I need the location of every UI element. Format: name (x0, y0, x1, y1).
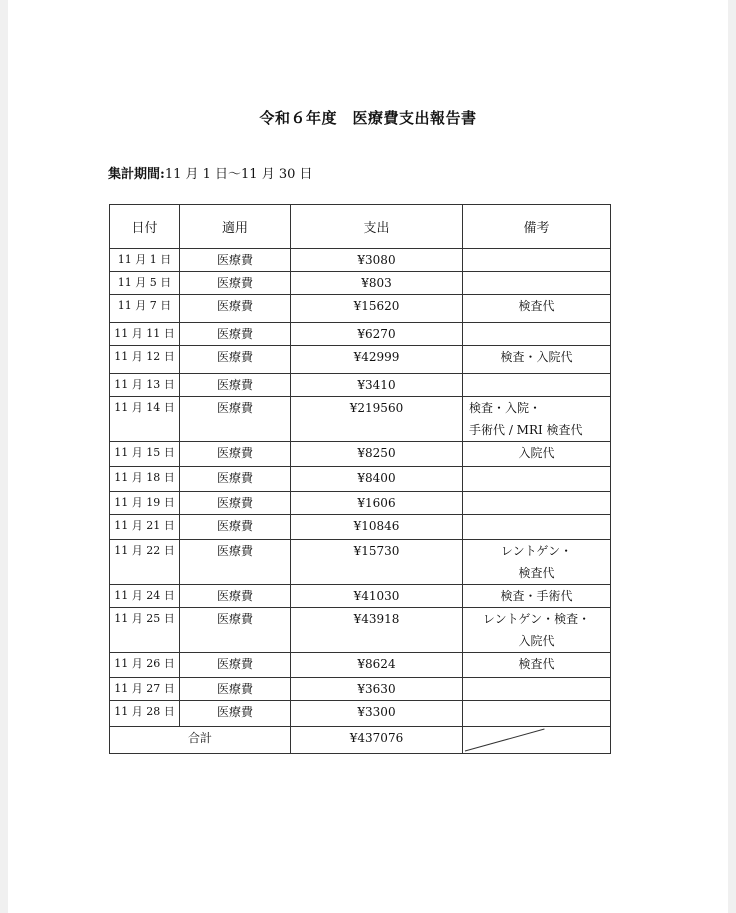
table-row (110, 272, 611, 295)
period-value: 11 月 1 日〜11 月 30 日 (164, 167, 313, 182)
cell-date: 11 月 14 日 (110, 397, 180, 442)
cell-note-line1: 検査・入院・ (469, 401, 542, 415)
cell-use: 医療費 (180, 346, 291, 374)
cell-use: 医療費 (180, 397, 291, 442)
table-row (110, 374, 611, 397)
table-header-row (110, 205, 611, 249)
cell-amount: ¥1606 (291, 492, 463, 515)
cell-note: 検査代 (463, 295, 611, 323)
cell-use: 医療費 (180, 515, 291, 540)
cell-date: 11 月 24 日 (110, 585, 180, 608)
table-row (110, 653, 611, 678)
cell-date: 11 月 5 日 (110, 272, 180, 295)
cell-note (463, 467, 611, 492)
cell-use: 医療費 (180, 540, 291, 585)
cell-note: 検査・手術代 (463, 585, 611, 608)
cell-note (463, 249, 611, 272)
cell-note (463, 374, 611, 397)
cell-amount: ¥15620 (291, 295, 463, 323)
cell-note (463, 608, 611, 653)
table-row (110, 442, 611, 467)
cell-date: 11 月 13 日 (110, 374, 180, 397)
cell-note-line2: 手術代 / MRI 検査代 (469, 423, 583, 437)
cell-date: 11 月 19 日 (110, 492, 180, 515)
cell-use: 医療費 (180, 295, 291, 323)
cell-note (463, 701, 611, 727)
table-row (110, 346, 611, 374)
header-date: 日付 (110, 205, 180, 249)
table-row (110, 678, 611, 701)
cell-date: 11 月 27 日 (110, 678, 180, 701)
table-row (110, 397, 611, 442)
cell-amount: ¥43918 (291, 608, 463, 653)
cell-note (463, 515, 611, 540)
expense-table (109, 204, 611, 754)
header-note: 備考 (463, 205, 611, 249)
period-label: 集計期間: (108, 167, 165, 182)
header-amount: 支出 (291, 205, 463, 249)
page-title: 令和６年度 医療費支出報告書 (259, 109, 477, 127)
table-row (110, 540, 611, 585)
total-row (110, 727, 611, 754)
cell-date: 11 月 15 日 (110, 442, 180, 467)
cell-amount: ¥8624 (291, 653, 463, 678)
page-edge-right (728, 0, 736, 913)
cell-date: 11 月 11 日 (110, 323, 180, 346)
cell-use: 医療費 (180, 701, 291, 727)
cell-note-line2: 入院代 (518, 634, 555, 648)
cell-amount: ¥6270 (291, 323, 463, 346)
cell-use: 医療費 (180, 492, 291, 515)
table-row (110, 608, 611, 653)
cell-use: 医療費 (180, 442, 291, 467)
cell-use: 医療費 (180, 653, 291, 678)
cell-use: 医療費 (180, 608, 291, 653)
table-row (110, 701, 611, 727)
cell-note: 検査代 (463, 653, 611, 678)
cell-date: 11 月 22 日 (110, 540, 180, 585)
cell-use: 医療費 (180, 585, 291, 608)
cell-note: 入院代 (463, 442, 611, 467)
cell-date: 11 月 21 日 (110, 515, 180, 540)
table-row (110, 492, 611, 515)
table-body (110, 249, 611, 727)
cell-amount: ¥3630 (291, 678, 463, 701)
total-note-diagonal (463, 727, 611, 754)
cell-note-line2: 検査代 (518, 566, 555, 580)
table-row (110, 323, 611, 346)
cell-note (463, 397, 611, 442)
table-row (110, 249, 611, 272)
table-row (110, 585, 611, 608)
page-edge-left (0, 0, 8, 913)
cell-note-line1: レントゲン・ (500, 544, 573, 558)
cell-amount: ¥10846 (291, 515, 463, 540)
cell-date: 11 月 28 日 (110, 701, 180, 727)
diagonal-line (463, 727, 610, 753)
cell-amount: ¥3300 (291, 701, 463, 727)
cell-amount: ¥803 (291, 272, 463, 295)
cell-use: 医療費 (180, 678, 291, 701)
table-row (110, 515, 611, 540)
table-row (110, 295, 611, 323)
cell-date: 11 月 26 日 (110, 653, 180, 678)
period-line (108, 163, 313, 182)
cell-use: 医療費 (180, 467, 291, 492)
cell-note (463, 323, 611, 346)
cell-amount: ¥219560 (291, 397, 463, 442)
total-amount: ¥437076 (291, 727, 463, 754)
cell-note (463, 540, 611, 585)
cell-amount: ¥41030 (291, 585, 463, 608)
cell-note (463, 678, 611, 701)
cell-note (463, 272, 611, 295)
cell-note: 検査・入院代 (463, 346, 611, 374)
cell-date: 11 月 25 日 (110, 608, 180, 653)
cell-note-line1: レントゲン・検査・ (482, 612, 591, 626)
cell-use: 医療費 (180, 272, 291, 295)
cell-amount: ¥8250 (291, 442, 463, 467)
cell-amount: ¥42999 (291, 346, 463, 374)
cell-date: 11 月 18 日 (110, 467, 180, 492)
cell-date: 11 月 1 日 (110, 249, 180, 272)
cell-date: 11 月 12 日 (110, 346, 180, 374)
cell-note (463, 492, 611, 515)
cell-use: 医療費 (180, 249, 291, 272)
cell-date: 11 月 7 日 (110, 295, 180, 323)
table-row (110, 467, 611, 492)
header-use: 適用 (180, 205, 291, 249)
total-label: 合計 (110, 727, 291, 754)
cell-amount: ¥3410 (291, 374, 463, 397)
cell-amount: ¥15730 (291, 540, 463, 585)
cell-amount: ¥3080 (291, 249, 463, 272)
cell-use: 医療費 (180, 374, 291, 397)
cell-amount: ¥8400 (291, 467, 463, 492)
cell-use: 医療費 (180, 323, 291, 346)
